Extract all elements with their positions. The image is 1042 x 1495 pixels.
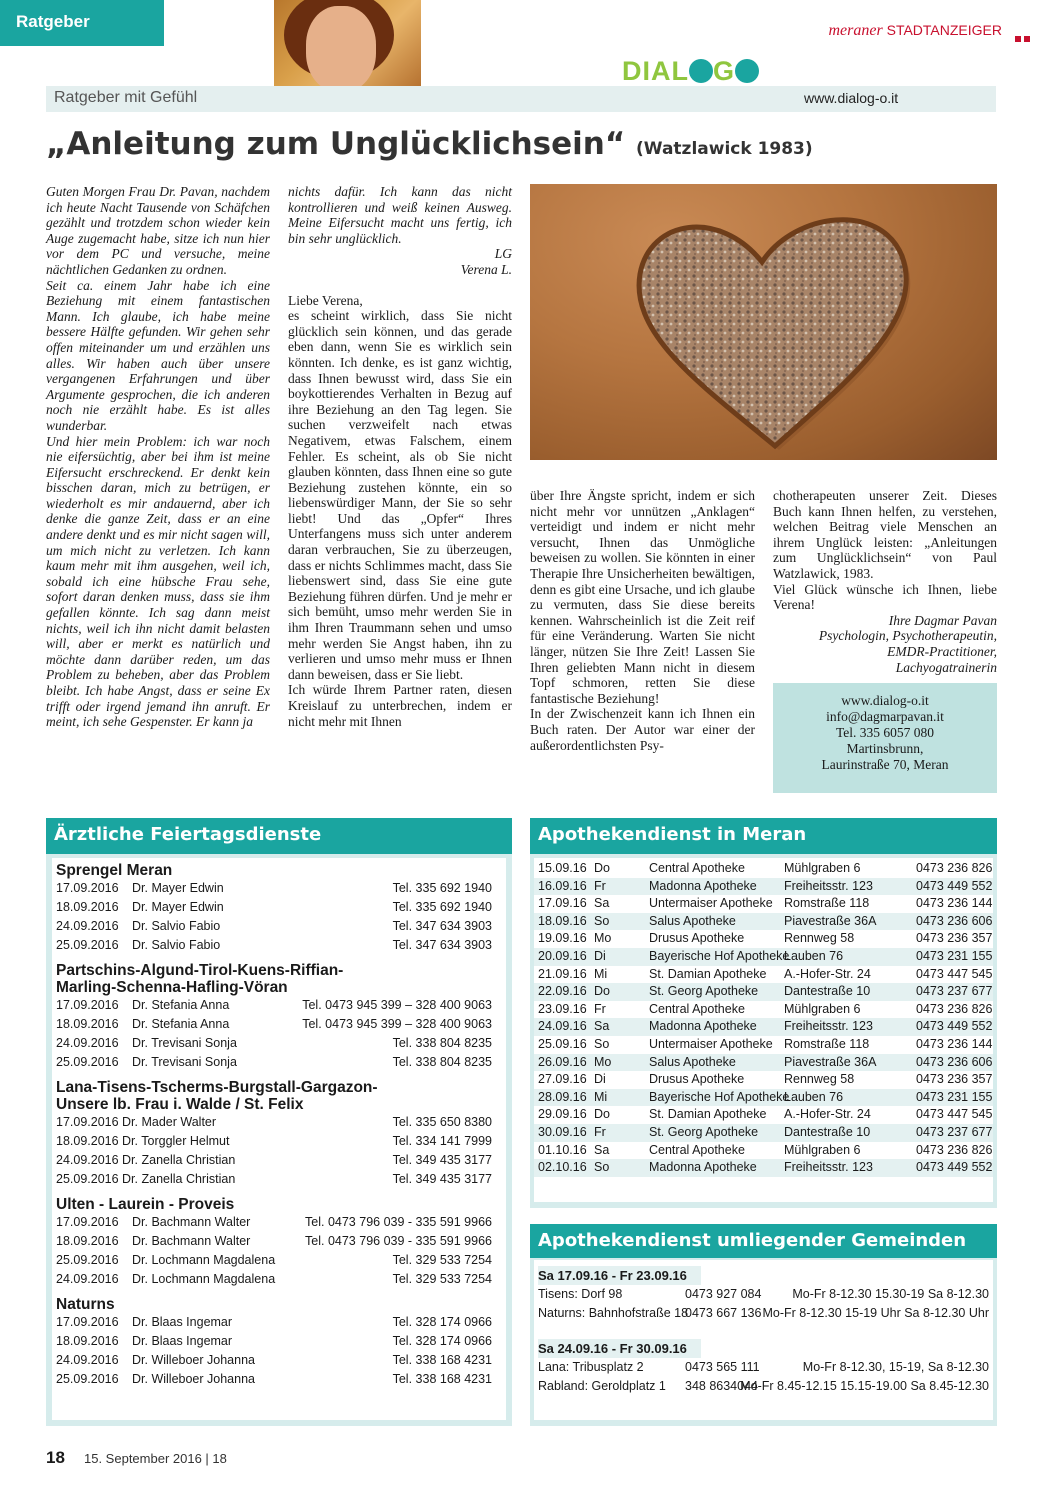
pharmacy-date: 24.09.16 <box>538 1019 587 1034</box>
pharmacy-address: Rennweg 58 <box>784 931 855 946</box>
pharmacy-day: Fr <box>594 1124 606 1139</box>
pharmacy-date: 21.09.16 <box>538 966 587 981</box>
week-label: Sa 24.09.16 - Fr 30.09.16 <box>538 1339 701 1358</box>
pharmacy-date: 23.09.16 <box>538 1001 587 1016</box>
doctor-name: Dr. Blaas Ingemar <box>132 1315 233 1329</box>
doctor-date: 17.09.2016 Dr. Mader Walter <box>56 1115 217 1129</box>
issue-date: 15. September 2016 | 18 <box>84 1451 227 1466</box>
pharmacy-row <box>534 1142 993 1160</box>
doctor-group-title: Naturns <box>56 1296 115 1313</box>
week-label: Sa 17.09.16 - Fr 23.09.16 <box>538 1266 701 1285</box>
outer-pharmacy-address: Lana: Tribusplatz 2 <box>538 1360 644 1374</box>
doctor-group-title: Partschins-Algund-Tirol-Kuens-Riffian- <box>56 962 344 979</box>
outer-pharmacy-row <box>538 1285 993 1304</box>
pharmacy-name: Drusus Apotheke <box>649 1072 745 1087</box>
pharmacy-address: Lauben 76 <box>784 1089 844 1104</box>
doctor-name: Dr. Stefania Anna <box>132 998 230 1012</box>
pharmacy-row <box>534 1054 993 1072</box>
pharmacy-day: Fr <box>594 878 606 893</box>
publication-brand: meraner STADTANZEIGER <box>828 22 1002 39</box>
outer-pharmacy-hours: Mo-Fr 8-12.30, 15-19, Sa 8-12.30 <box>802 1360 989 1374</box>
doctor-name: Dr. Willeboer Johanna <box>132 1353 255 1367</box>
pharmacy-date: 22.09.16 <box>538 984 587 999</box>
doctor-date: 25.09.2016 <box>56 938 119 952</box>
pharmacy-address: Mühlgraben 6 <box>784 1001 861 1016</box>
pharmacy-day: Mo <box>594 1054 612 1069</box>
pharmacy-list <box>534 858 993 1202</box>
doctor-name: Dr. Salvio Fabio <box>132 919 221 933</box>
pharmacy-phone: 0473 231 155 <box>916 1089 993 1104</box>
pharmacy-date: 28.09.16 <box>538 1089 587 1104</box>
pharmacy-name: Untermaiser Apotheke <box>649 896 773 911</box>
pharmacy-address: A.-Hofer-Str. 24 <box>784 1107 871 1122</box>
pharmacy-phone: 0473 449 552 <box>916 1019 993 1034</box>
pharmacy-row <box>534 1071 993 1089</box>
pharmacy-row <box>534 948 993 966</box>
doctor-date: 17.09.2016 <box>56 881 119 895</box>
doctor-phone: Tel. 0473 796 039 - 335 591 9966 <box>305 1215 492 1229</box>
pharmacy-row <box>534 895 993 913</box>
outer-pharmacy-hours: Mo-Fr 8-12.30 15-19 Uhr Sa 8-12.30 Uhr <box>762 1306 989 1320</box>
letter-column-1: Guten Morgen Frau Dr. Pavan, nachdem ich heute Nacht Tausende von Schäfchen gezählt und trotzdem schon wieder kein Auge zugemacht habe, sitze ich nun hier vor dem PC und versuche, meine nächtlichen Gedanken zu ordnen. Seit ca. einem Jahr habe ich eine Beziehung mit einem fantastischen Mann. Ich glaube, ich habe meine bessere Hälfte gefunden. Wir gehen sehr offen miteinander um und erzählen uns alles. Wir haben auch über unsere vergangenen Erfahrungen und über Argumente gesprochen, die ich anderen noch nie erzählt habe. Es ist alles wunderbar. Und hier mein Problem: ich war noch nie eifersüchtig, aber bei ihm ist meine Eifersucht erschreckend. Er denkt kein bisschen daran, mich zu betrügen, er wiederholt es mir andauernd, aber ich denke die ganze Zeit, dass er an eine andere denkt und es mir nicht sagen will, um mich nicht zu verletzen. Ich kann kaum mehr mit ihm ausgehen, weil ich, sobald ich eine hübsche Frau sehe, sofort daran denken muss, dass sie ihm gefallen könnte. Ich sag dann meist nichts, weil ich ihn nicht damit belasten will, aber er merkt es natürlich und möchte dann darüber reden, um das Problem zu beheben, aber das Problem bleibt. Ich habe Angst, dass er seine Ex trifft oder irgend jemand ihn anruft. Er meint, ich sehe Gespenster. Er kann ja <box>46 184 270 730</box>
doctor-phone: Tel. 335 692 1940 <box>392 900 492 914</box>
pharmacy-date: 26.09.16 <box>538 1054 587 1069</box>
doctor-group-title: Ulten - Laurein - Proveis <box>56 1196 235 1213</box>
doctor-phone: Tel. 349 435 3177 <box>392 1172 492 1186</box>
doctor-group-title: Marling-Schenna-Hafling-Vöran <box>56 979 288 996</box>
pharmacy-address: Romstraße 118 <box>784 1036 870 1051</box>
outer-pharmacy-row <box>538 1377 993 1396</box>
outer-pharmacy-row <box>538 1304 993 1323</box>
doctor-date: 24.09.2016 <box>56 1272 119 1286</box>
outer-pharmacy-address: Naturns: Bahnhofstraße 18 <box>538 1306 689 1320</box>
pharmacy-day: Mo <box>594 931 612 946</box>
doctor-name: Dr. Blaas Ingemar <box>132 1334 233 1348</box>
doctor-date: 18.09.2016 Dr. Torggler Helmut <box>56 1134 230 1148</box>
pharmacy-phone: 0473 236 144 <box>916 896 993 911</box>
pharmacy-name: St. Georg Apotheke <box>649 984 759 999</box>
pharmacy-row <box>534 1106 993 1124</box>
doctor-row <box>56 1132 506 1151</box>
contact-address: Laurinstraße 70, Meran <box>821 757 949 772</box>
doctor-phone: Tel. 338 168 4231 <box>392 1372 492 1386</box>
pharmacy-phone: 0473 236 826 <box>916 861 993 875</box>
pharmacy-phone: 0473 236 826 <box>916 1001 993 1016</box>
pharmacy-address: Dantestraße 10 <box>784 1124 871 1139</box>
outer-pharmacy-box <box>530 1224 997 1426</box>
doctor-row <box>56 936 506 955</box>
heart-in-sand-image <box>530 184 997 460</box>
pharmacy-row <box>534 860 993 878</box>
answer-column-4: chotherapeuten unserer Zeit. Dieses Buch kann Ihnen helfen, zu verstehen, welchen Beitrag viele Menschen an ihrem Unglück leisten: „Anleitungen zum Unglücklichsein“ von Paul Watzlawick, 1983. Viel Glück wünsche ich Ihnen, liebe Verena! Ihre Dagmar Pavan Psychologin, Psychotherapeutin, EMDR-Practitioner, Lachyogatrainerin <box>773 488 997 675</box>
pharmacy-name: Central Apotheke <box>649 861 745 875</box>
doctors-box <box>46 818 512 1426</box>
doctor-row <box>56 1015 506 1034</box>
doctor-phone: Tel. 349 435 3177 <box>392 1153 492 1167</box>
outer-pharmacy-hours: Mo-Fr 8-12.30 15.30-19 Sa 8-12.30 <box>792 1287 989 1301</box>
pharmacy-day: So <box>594 1036 610 1051</box>
outer-pharmacy-phone: 0473 565 111 <box>685 1360 760 1374</box>
pharmacy-day: Di <box>594 1072 606 1087</box>
pharmacy-name: Madonna Apotheke <box>649 1160 757 1175</box>
column-subtitle: Ratgeber mit Gefühl <box>54 89 198 106</box>
pharmacy-name: St. Damian Apotheke <box>649 1107 767 1122</box>
doctor-phone: Tel. 347 634 3903 <box>392 919 492 933</box>
pharmacy-name: Bayerische Hof Apotheke <box>649 1089 790 1104</box>
doctor-phone: Tel. 329 533 7254 <box>392 1253 492 1267</box>
pharmacy-address: Freiheitsstr. 123 <box>784 1019 873 1034</box>
doctor-phone: Tel. 328 174 0966 <box>392 1334 492 1348</box>
pharmacy-name: Madonna Apotheke <box>649 878 757 893</box>
contact-mail[interactable]: info@dagmarpavan.it <box>826 709 944 724</box>
outer-pharmacy-hours: Mo-Fr 8.45-12.15 15.15-19.00 Sa 8.45-12.30 <box>740 1379 989 1393</box>
pharmacy-phone: 0473 237 677 <box>916 1124 993 1139</box>
outer-pharmacy-address: Tisens: Dorf 98 <box>538 1287 623 1301</box>
outer-pharmacy-phone: 0473 927 084 <box>685 1287 762 1301</box>
pharmacy-row <box>534 1018 993 1036</box>
outer-pharmacy-list <box>534 1260 993 1420</box>
pharmacy-row <box>534 913 993 931</box>
doctor-row <box>56 1313 506 1332</box>
pharmacy-date: 20.09.16 <box>538 948 587 963</box>
doctor-row <box>56 996 506 1015</box>
doctor-date: 24.09.2016 <box>56 1036 119 1050</box>
pharmacy-phone: 0473 237 677 <box>916 984 993 999</box>
doctor-name: Dr. Stefania Anna <box>132 1017 230 1031</box>
website-url[interactable]: www.dialog-o.it <box>804 90 899 106</box>
doctor-row <box>56 1251 506 1270</box>
doctor-date: 25.09.2016 Dr. Zanella Christian <box>56 1172 236 1186</box>
doctor-name: Dr. Trevisani Sonja <box>132 1055 237 1069</box>
pharmacy-row <box>534 1001 993 1019</box>
pharmacy-name: St. Damian Apotheke <box>649 966 767 981</box>
doctor-phone: Tel. 338 804 8235 <box>392 1055 492 1069</box>
contact-place: Martinsbrunn, <box>846 741 924 756</box>
pharmacy-address: Rennweg 58 <box>784 1072 855 1087</box>
pharmacy-name: Central Apotheke <box>649 1142 745 1157</box>
doctor-date: 25.09.2016 <box>56 1253 119 1267</box>
doctor-date: 17.09.2016 <box>56 1215 119 1229</box>
pharmacy-name: Madonna Apotheke <box>649 1019 757 1034</box>
pharmacy-address: A.-Hofer-Str. 24 <box>784 966 871 981</box>
pharmacy-day: Do <box>594 984 610 999</box>
doctor-date: 24.09.2016 <box>56 919 119 933</box>
pharmacy-date: 29.09.16 <box>538 1107 587 1122</box>
pharmacy-phone: 0473 236 606 <box>916 1054 993 1069</box>
pharmacy-date: 17.09.16 <box>538 896 587 911</box>
doctor-name: Dr. Willeboer Johanna <box>132 1372 255 1386</box>
answer-column-3: über Ihre Ängste spricht, indem er sich nicht mehr vor unnützen „Anklagen“ verteidigt und indem er nicht mehr versucht, Ihnen das Unmögliche beweisen zu wollen. Sie könnten in einer Therapie Ihre Unsicherheiten bewältigen, denn es gibt eine Ursache, und ich glaube zu vermuten, dass Sie diese bereits kennen. Wahrscheinlich ist die Zeit reif für eine Veränderung. Warten Sie nicht länger, nützen Sie Ihre Zeit! Lassen Sie Ihren geliebten Mann nicht in diesem Topf schmoren, retten Sie diese fantastische Beziehung! In der Zwischenzeit kann ich Ihnen ein Buch raten. Der Autor war einer der außerordentlichsten Psy- <box>530 488 755 753</box>
pharmacy-phone: 0473 236 144 <box>916 1036 993 1051</box>
pharmacy-date: 15.09.16 <box>538 861 587 875</box>
pharmacy-day: Mi <box>594 1089 608 1104</box>
doctor-date: 25.09.2016 <box>56 1372 119 1386</box>
doctors-title: Ärztliche Feiertagsdienste <box>46 818 512 854</box>
pharmacy-date: 18.09.16 <box>538 913 587 928</box>
doctor-row <box>56 1034 506 1053</box>
pharmacy-title: Apothekendienst in Meran <box>530 818 997 854</box>
doctor-name: Dr. Bachmann Walter <box>132 1215 251 1229</box>
pharmacy-phone: 0473 236 357 <box>916 931 993 946</box>
pharmacy-phone: 0473 236 826 <box>916 1142 993 1157</box>
doctor-phone: Tel. 335 650 8380 <box>392 1115 492 1129</box>
brand-dots <box>1012 29 1034 35</box>
pharmacy-row <box>534 878 993 896</box>
pharmacy-phone: 0473 236 606 <box>916 913 993 928</box>
pharmacy-address: Dantestraße 10 <box>784 984 871 999</box>
doctor-row <box>56 1270 506 1289</box>
pharmacy-date: 19.09.16 <box>538 931 587 946</box>
pharmacy-date: 01.10.16 <box>538 1142 587 1157</box>
pharmacy-row <box>534 930 993 948</box>
pharmacy-date: 25.09.16 <box>538 1036 587 1051</box>
doctor-row <box>56 917 506 936</box>
doctor-phone: Tel. 0473 796 039 - 335 591 9966 <box>305 1234 492 1248</box>
doctor-phone: Tel. 0473 945 399 – 328 400 9063 <box>302 998 492 1012</box>
pharmacy-name: Salus Apotheke <box>649 913 736 928</box>
doctor-row <box>56 1232 506 1251</box>
doctor-name: Dr. Lochmann Magdalena <box>132 1272 276 1286</box>
doctor-phone: Tel. 338 168 4231 <box>392 1353 492 1367</box>
pharmacy-day: Mi <box>594 966 608 981</box>
pharmacy-name: St. Georg Apotheke <box>649 1124 759 1139</box>
doctor-phone: Tel. 338 804 8235 <box>392 1036 492 1050</box>
doctor-date: 17.09.2016 <box>56 998 119 1012</box>
outer-pharmacy-phone: 0473 667 136 <box>685 1306 762 1320</box>
doctor-row <box>56 1170 506 1189</box>
doctor-group-title: Sprengel Meran <box>56 862 173 879</box>
outer-pharmacy-phone: 348 8634044 <box>685 1379 758 1393</box>
letter-column-2: nichts dafür. Ich kann das nicht kontrollieren und weiß keinen Ausweg. Meine Eifersucht macht uns fertig, ich bin sehr unglücklich. LG Verena L. Liebe Verena, es scheint wirklich, dass Sie nicht glücklich sein können, und das gerade eben dann, wenn Sie es wirklich sein könnten. Ich denke, es ist ganz wichtig, dass Ihnen bewusst wird, dass Sie ein boykottierendes Verhalten in Bezug auf ihre Beziehung an den Tag legen. Sie suchen verzweifelt nach etwas Negativem, etwas Falschem, einem Fehler. Es scheint, als ob Sie nicht glauben könnten, dass Ihnen eine so gute Beziehung zustehen könnte, ein so liebenswürdiger Mann, der Sie so sehr liebt! Und das „Opfer“ Ihres Unterfangens muss sich unter anderem daran verbrauchen, Sie zu überzeugen, dass er nichts Schlimmes macht, dass Sie liebenswert sind, dass Sie eine gute Beziehung führen dürfen. Und je mehr er sich bemüht, umso mehr werden Sie in ihm Ihren Traummann sehen und umso mehr werden Sie Angst haben, ihn zu verlieren und umso mehr muss er Ihnen dann beweisen, dass er Sie liebt. Ich würde Ihrem Partner raten, diesen Kreislauf zu unterbrechen, indem er nicht mehr mit Ihnen <box>288 184 512 729</box>
doctor-date: 24.09.2016 <box>56 1353 119 1367</box>
pharmacy-phone: 0473 447 545 <box>916 1107 993 1122</box>
doctor-date: 24.09.2016 Dr. Zanella Christian <box>56 1153 236 1167</box>
pharmacy-address: Freiheitsstr. 123 <box>784 878 873 893</box>
doctor-phone: Tel. 0473 945 399 – 328 400 9063 <box>302 1017 492 1031</box>
doctor-date: 18.09.2016 <box>56 1334 119 1348</box>
pharmacy-name: Drusus Apotheke <box>649 931 745 946</box>
outer-pharmacy-title: Apothekendienst umliegender Gemeinden <box>530 1224 997 1258</box>
pharmacy-row <box>534 966 993 984</box>
doctor-name: Dr. Salvio Fabio <box>132 938 221 952</box>
doctor-date: 18.09.2016 <box>56 900 119 914</box>
doctor-phone: Tel. 335 692 1940 <box>392 881 492 895</box>
outer-pharmacy-row <box>538 1358 993 1377</box>
pharmacy-address: Piavestraße 36A <box>784 1054 877 1069</box>
pharmacy-address: Piavestraße 36A <box>784 913 877 928</box>
pharmacy-day: So <box>594 1160 610 1175</box>
doctor-name: Dr. Mayer Edwin <box>132 881 224 895</box>
pharmacy-phone: 0473 449 552 <box>916 878 993 893</box>
pharmacy-date: 02.10.16 <box>538 1160 587 1175</box>
pharmacy-day: Sa <box>594 896 610 911</box>
pharmacy-row <box>534 1159 993 1177</box>
doctor-name: Dr. Bachmann Walter <box>132 1234 251 1248</box>
pharmacy-name: Salus Apotheke <box>649 1054 736 1069</box>
dialogo-logo: DIAL G <box>622 56 759 87</box>
doctor-date: 18.09.2016 <box>56 1017 119 1031</box>
doctor-date: 18.09.2016 <box>56 1234 119 1248</box>
pharmacy-name: Untermaiser Apotheke <box>649 1036 773 1051</box>
pharmacy-phone: 0473 447 545 <box>916 966 993 981</box>
doctor-phone: Tel. 329 533 7254 <box>392 1272 492 1286</box>
pharmacy-day: Fr <box>594 1001 606 1016</box>
doctor-row <box>56 1370 506 1389</box>
doctor-row <box>56 1351 506 1370</box>
doctor-name: Dr. Lochmann Magdalena <box>132 1253 276 1267</box>
pharmacy-address: Freiheitsstr. 123 <box>784 1160 873 1175</box>
pharmacy-day: Di <box>594 948 606 963</box>
pharmacy-date: 16.09.16 <box>538 878 587 893</box>
pharmacy-name: Central Apotheke <box>649 1001 745 1016</box>
pharmacy-address: Romstraße 118 <box>784 896 870 911</box>
doctor-row <box>56 1332 506 1351</box>
contact-box <box>773 683 997 793</box>
doctor-row <box>56 898 506 917</box>
pharmacy-day: Do <box>594 861 610 875</box>
pharmacy-phone: 0473 231 155 <box>916 948 993 963</box>
contact-tel: Tel. 335 6057 080 <box>835 725 935 740</box>
pharmacy-day: Sa <box>594 1019 610 1034</box>
pharmacy-date: 30.09.16 <box>538 1124 587 1139</box>
doctor-phone: Tel. 328 174 0966 <box>392 1315 492 1329</box>
pharmacy-address: Mühlgraben 6 <box>784 1142 861 1157</box>
doctors-list <box>52 858 506 1420</box>
doctor-date: 25.09.2016 <box>56 1055 119 1069</box>
pharmacy-day: Do <box>594 1107 610 1122</box>
section-tab: Ratgeber <box>0 0 164 46</box>
doctor-name: Dr. Trevisani Sonja <box>132 1036 237 1050</box>
pharmacy-row <box>534 1089 993 1107</box>
doctor-group-title: Unsere lb. Frau i. Walde / St. Felix <box>56 1096 304 1113</box>
outer-pharmacy-address: Rabland: Geroldplatz 1 <box>538 1379 666 1393</box>
doctor-row <box>56 1113 506 1132</box>
pharmacy-row <box>534 1124 993 1142</box>
page-number: 18 <box>46 1448 65 1467</box>
doctor-group-title: Lana-Tisens-Tscherms-Burgstall-Gargazon- <box>56 1079 378 1096</box>
doctor-row <box>56 1213 506 1232</box>
pharmacy-phone: 0473 236 357 <box>916 1072 993 1087</box>
doctor-row <box>56 1151 506 1170</box>
doctor-row <box>56 1053 506 1072</box>
pharmacy-date: 27.09.16 <box>538 1072 587 1087</box>
pharmacy-row <box>534 1036 993 1054</box>
pharmacy-address: Lauben 76 <box>784 948 844 963</box>
pharmacy-day: So <box>594 913 610 928</box>
doctor-date: 17.09.2016 <box>56 1315 119 1329</box>
pharmacy-phone: 0473 449 552 <box>916 1160 993 1175</box>
doctor-phone: Tel. 334 141 7999 <box>392 1134 492 1148</box>
pharmacy-address: Mühlgraben 6 <box>784 861 861 875</box>
article-headline: „Anleitung zum Unglücklichsein“ (Watzlawick 1983) <box>46 126 813 162</box>
pharmacy-box <box>530 818 997 1208</box>
pharmacy-row <box>534 983 993 1001</box>
contact-web[interactable]: www.dialog-o.it <box>841 693 929 708</box>
pharmacy-day: Sa <box>594 1142 610 1157</box>
doctor-row <box>56 879 506 898</box>
doctor-name: Dr. Mayer Edwin <box>132 900 224 914</box>
doctor-phone: Tel. 347 634 3903 <box>392 938 492 952</box>
pharmacy-name: Bayerische Hof Apotheke <box>649 948 790 963</box>
